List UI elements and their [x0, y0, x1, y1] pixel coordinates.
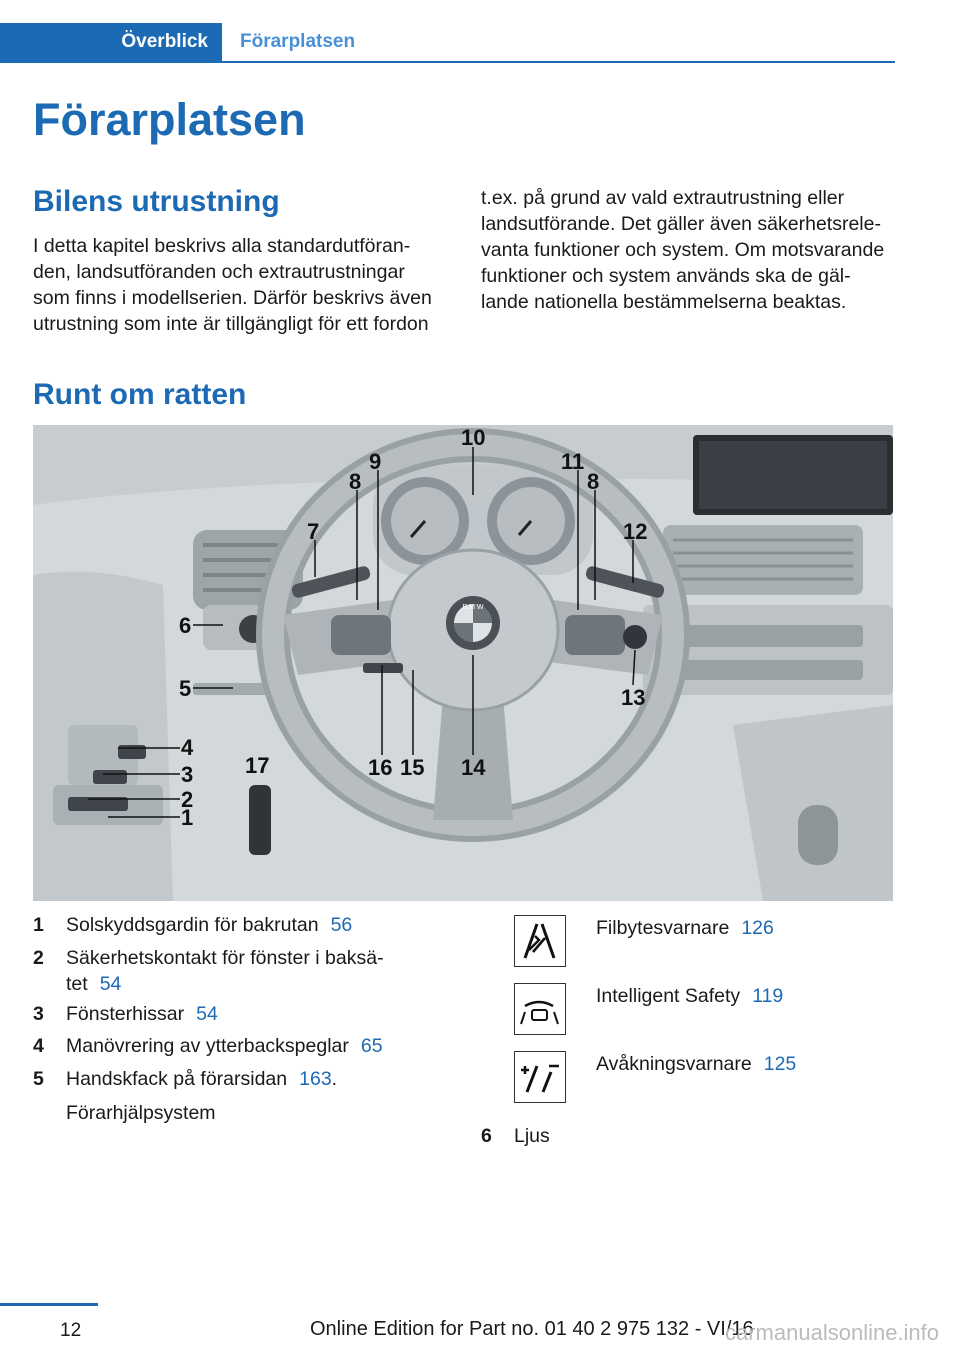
list-item — [481, 1123, 492, 1149]
callout-17: 17 — [245, 753, 270, 778]
callout-1: 1 — [181, 805, 194, 830]
page-reference-link[interactable]: 54 — [196, 1003, 218, 1025]
text-line: lande nationella bestämmelserna beaktas. — [481, 291, 847, 313]
item-number: 3 — [33, 1003, 44, 1025]
callout-7: 7 — [307, 519, 320, 544]
legend-list-right — [481, 915, 914, 1155]
item-text: Filbytesvarnare — [596, 917, 730, 939]
item-text: Handskfack på förarsidan — [66, 1068, 288, 1090]
callout-2: 2 — [181, 787, 194, 812]
callout-12: 12 — [623, 519, 648, 544]
section-heading-steering-wheel: Runt om ratten — [33, 378, 247, 411]
page-title: Förarplatsen — [33, 94, 306, 145]
item-number: 2 — [33, 947, 44, 969]
item-text: Manövrering av ytterbackspeglar — [66, 1035, 349, 1057]
page-reference-link[interactable]: 163 — [299, 1068, 332, 1090]
item-text: Avåkningsvarnare — [596, 1053, 752, 1075]
tab-overview[interactable]: Överblick — [0, 23, 222, 61]
page-reference-link[interactable]: 126 — [741, 917, 774, 939]
text-line: som finns i modellserien. Därför beskrivs även — [33, 287, 432, 309]
callout-10: 10 — [461, 425, 486, 450]
watermark: carmanualsonline.info — [725, 1320, 940, 1345]
item-text: tet — [66, 973, 88, 995]
emblem-text: B M W — [462, 604, 484, 611]
cockpit-illustration — [33, 425, 893, 901]
page-reference-link[interactable]: 54 — [99, 973, 122, 995]
intro-paragraph-right — [481, 185, 901, 315]
text-line: t.ex. på grund av vald extrautrustning eller — [481, 187, 845, 209]
callout-5: 5 — [179, 676, 192, 701]
page-reference-link[interactable]: 56 — [330, 914, 353, 936]
list-item — [596, 983, 783, 1009]
callout-8-left: 8 — [349, 469, 362, 494]
item-number: 5 — [33, 1068, 44, 1090]
item-text: Fönsterhissar — [66, 1003, 185, 1025]
callout-3: 3 — [181, 762, 194, 787]
list-item-text: Ljus — [514, 1125, 550, 1147]
text-line: landsutförande. Det gäller även säkerhetsrele- — [481, 213, 881, 235]
callout-15: 15 — [400, 755, 425, 780]
callout-16: 16 — [368, 755, 393, 780]
item-number: 4 — [33, 1035, 44, 1057]
intelligent-safety-icon — [514, 983, 566, 1035]
callout-6: 6 — [179, 613, 192, 638]
drowsiness-alert-icon — [514, 1051, 566, 1103]
footer-rule — [0, 1303, 98, 1306]
page-number: 12 — [60, 1320, 82, 1341]
list-item — [596, 915, 774, 941]
section-heading-equipment: Bilens utrustning — [33, 185, 280, 218]
tab-drivers-seat[interactable]: Förarplatsen — [240, 31, 356, 52]
item-text: Solskyddsgardin för bakrutan — [66, 914, 319, 936]
item-subtext: Förarhjälpsystem — [66, 1102, 216, 1124]
callout-13: 13 — [621, 685, 646, 710]
header-tabbar — [0, 23, 895, 63]
legend-list-left — [33, 912, 433, 1142]
callout-11: 11 — [561, 449, 585, 474]
text-line: utrustning som inte är tillgängligt för ett fordon — [33, 313, 429, 335]
list-item — [596, 1051, 796, 1077]
cockpit-drawing — [33, 425, 893, 901]
edition-note: Online Edition for Part no. 01 40 2 975 132 - VI/16 — [310, 1318, 754, 1340]
page-reference-link[interactable]: 125 — [763, 1053, 797, 1075]
text-line: den, landsutföranden och extrautrustningar — [33, 261, 405, 283]
callout-9: 9 — [369, 449, 382, 474]
item-text: . — [331, 1068, 338, 1090]
text-line: vanta funktioner och system. Om motsvarande — [481, 239, 885, 261]
lane-departure-warning-icon — [514, 915, 566, 967]
item-text: Säkerhetskontakt för fönster i baksä- — [66, 947, 384, 969]
item-text: Intelligent Safety — [596, 985, 741, 1007]
page-reference-link[interactable]: 65 — [360, 1035, 383, 1057]
text-line: I detta kapitel beskrivs alla standardutföran- — [33, 235, 411, 257]
item-number: 1 — [33, 914, 44, 936]
callout-4: 4 — [181, 735, 194, 760]
callout-14: 14 — [461, 755, 486, 780]
item-number: 6 — [481, 1125, 492, 1147]
text-line: funktioner och system används ska de gäl- — [481, 265, 851, 287]
page-reference-link[interactable]: 119 — [752, 985, 784, 1007]
intro-paragraph-left — [33, 233, 453, 337]
callout-8-right: 8 — [587, 469, 600, 494]
